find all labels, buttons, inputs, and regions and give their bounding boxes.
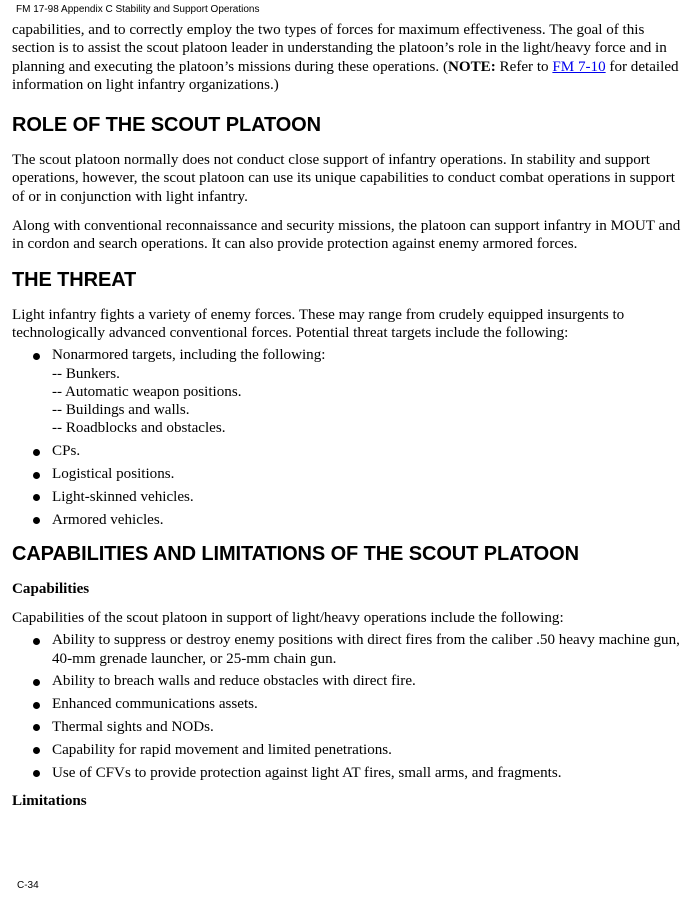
bullet-icon: [33, 770, 40, 777]
list-item: [12, 488, 687, 506]
list-item: [12, 511, 687, 529]
running-header: FM 17-98 Appendix C Stability and Support Operations: [16, 4, 260, 15]
list-item-text: Capability for rapid movement and limited penetrations.: [52, 741, 392, 758]
list-item: [12, 718, 687, 736]
list-item-text: Armored vehicles.: [52, 511, 164, 528]
list-item: [12, 631, 687, 668]
intro-text-end: for detailed information on light infantry organizations.): [12, 58, 679, 93]
sub-item: -- Buildings and walls.: [52, 402, 190, 419]
list-item-text: Ability to suppress or destroy enemy positions with direct fires from the caliber .50 heavy machine gun, 40-mm grenade launcher, or 25-mm chain gun.: [52, 632, 680, 667]
bullet-icon: [33, 702, 40, 709]
list-item: [12, 346, 687, 437]
bullet-icon: [33, 449, 40, 456]
limitations-subheading: Limitations: [12, 792, 87, 809]
threat-paragraph: Light infantry fights a variety of enemy forces. These may range from crudely equipped insurgents to technologically advanced conventional forces. Potential threat targets include the following:: [12, 306, 625, 341]
list-item-text: Logistical positions.: [52, 466, 175, 483]
list-item: [12, 442, 687, 460]
role-paragraph-2: Along with conventional reconnaissance and security missions, the platoon can support infantry in MOUT and in cordon and search operations. It can also provide protection against enemy armored forces.: [12, 218, 681, 253]
list-item-text: Use of CFVs to provide protection against light AT fires, small arms, and fragments.: [52, 764, 562, 781]
list-item-text: Ability to breach walls and reduce obstacles with direct fire.: [52, 673, 416, 690]
note-label: NOTE:: [447, 58, 496, 75]
sub-item: -- Bunkers.: [52, 365, 120, 382]
bullet-icon: [33, 679, 40, 686]
threat-heading: THE THREAT: [12, 268, 137, 291]
note-text: Refer to: [495, 58, 553, 75]
bullet-icon: [33, 517, 40, 524]
sub-item: -- Automatic weapon positions.: [52, 383, 242, 400]
list-item: [12, 672, 687, 690]
sub-item: -- Roadblocks and obstacles.: [52, 420, 226, 437]
list-item: [12, 764, 687, 782]
list-item-text: Light-skinned vehicles.: [52, 488, 194, 505]
capabilities-list: [12, 631, 687, 782]
capabilities-limitations-heading: CAPABILITIES AND LIMITATIONS OF THE SCOUT PLATOON: [12, 542, 579, 565]
bullet-icon: [33, 472, 40, 479]
capabilities-subheading: Capabilities: [12, 580, 90, 597]
list-item: [12, 695, 687, 713]
list-item-text: CPs.: [52, 443, 81, 460]
list-item: [12, 465, 687, 483]
fm-7-10-link[interactable]: FM 7-10: [552, 58, 606, 75]
role-heading: ROLE OF THE SCOUT PLATOON: [12, 114, 321, 137]
threat-list: [12, 346, 687, 529]
bullet-icon: [33, 638, 40, 645]
page-number: C-34: [17, 880, 39, 891]
list-item-text: Thermal sights and NODs.: [52, 718, 214, 735]
bullet-icon: [33, 353, 40, 360]
capabilities-intro: Capabilities of the scout platoon in support of light/heavy operations include the following:: [12, 609, 564, 626]
list-item-text: Nonarmored targets, including the following:: [52, 347, 326, 364]
document-body: [12, 21, 687, 821]
list-item-text: Enhanced communications assets.: [52, 696, 258, 713]
bullet-icon: [33, 494, 40, 501]
role-paragraph-1: The scout platoon normally does not conduct close support of infantry operations. In stability and support operations, however, the scout platoon can use its unique capabilities to conduct combat operations in support of or in conjunction with light infantry.: [12, 152, 675, 205]
intro-text: capabilities, and to correctly employ the two types of forces for maximum effectiveness. The goal of this section is to assist the scout platoon leader in understanding the platoon’s role in the light/heavy force and in planning and executing the platoon’s missions during these operations. (: [12, 22, 667, 75]
bullet-icon: [33, 747, 40, 754]
bullet-icon: [33, 724, 40, 731]
intro-paragraph: [12, 21, 687, 94]
list-item: [12, 741, 687, 759]
